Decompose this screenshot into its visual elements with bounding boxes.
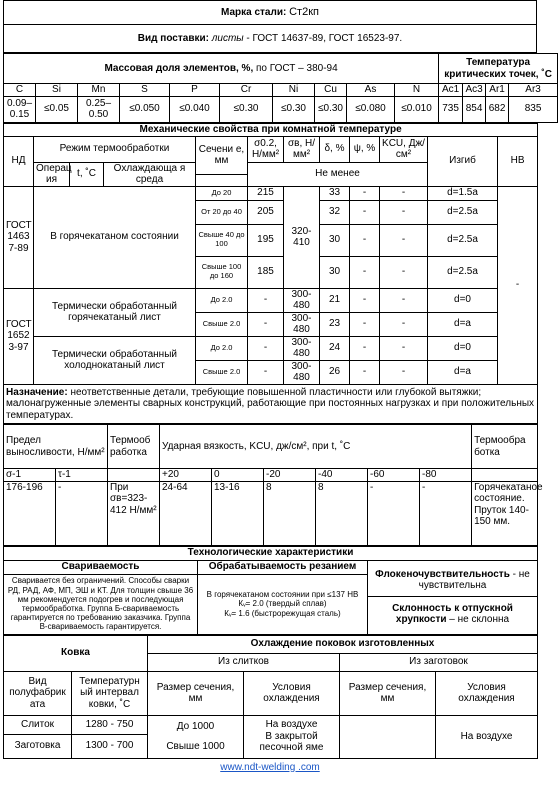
- h-nd: НД: [4, 136, 34, 186]
- g2-s02-1: -: [248, 312, 284, 336]
- element-mn: Mn: [78, 84, 120, 97]
- g1-psi-2: -: [350, 224, 380, 256]
- h-sigma-1: σ-1: [4, 469, 56, 482]
- weld-title: Свариваемость: [4, 560, 198, 574]
- g1-s02-2: 195: [248, 224, 284, 256]
- h-min: Не менее: [248, 162, 428, 186]
- point-ac3: Ac3: [463, 84, 486, 97]
- g2-kcu-1: -: [380, 312, 428, 336]
- fatigue-treat-value: При σв=323-412 Н/мм²: [108, 481, 160, 545]
- g1-bend-2: d=2.5a: [428, 224, 498, 256]
- impact-0: 24-64: [160, 481, 212, 545]
- g1-psi-0: -: [350, 186, 380, 200]
- tech-table: [3, 546, 538, 635]
- h-fatigue-treat: Термооб работка: [108, 425, 160, 469]
- temp-4: -60: [368, 469, 420, 482]
- g1-sec-0: До 20: [196, 186, 248, 200]
- h-kcu: KCU, Дж/см²: [380, 136, 428, 162]
- cooling-title: Охлаждение поковок изготовленных: [148, 635, 538, 653]
- h-t: t, ˚С: [70, 162, 104, 186]
- temper-value: – не склонна: [449, 614, 510, 625]
- purpose-cell: [4, 384, 538, 424]
- g1-kcu-2: -: [380, 224, 428, 256]
- h-forge-temp: Температурн ый интервал ковки, ˚С: [72, 671, 148, 715]
- value-n: ≤0.010: [395, 96, 439, 122]
- element-cu: Cu: [315, 84, 347, 97]
- g2-sb-2: 300-480: [284, 336, 320, 360]
- mechanical-title: Механические свойства при комнатной температуре: [4, 123, 538, 136]
- h-tau-1: τ-1: [56, 469, 108, 482]
- delivery-standards: - ГОСТ 14637-89, ГОСТ 16523-97.: [246, 32, 403, 44]
- ingot-cond-1: В закрытой песочной яме: [259, 730, 324, 754]
- point-ar3: Ar3: [509, 84, 558, 97]
- g1-bend-3: d=2.5a: [428, 256, 498, 288]
- g2-d-2: 24: [320, 336, 350, 360]
- value-ar1: 682: [486, 96, 509, 122]
- point-ar1: Ar1: [486, 84, 509, 97]
- sigma-value: 176-196: [4, 481, 56, 545]
- header-table: [3, 0, 537, 53]
- sensitivity-cell: [368, 560, 538, 634]
- element-ni: Ni: [273, 84, 315, 97]
- from-billet: Из заготовок: [340, 653, 538, 671]
- g1-s02-1: 205: [248, 200, 284, 224]
- value-si: ≤0.05: [36, 96, 78, 122]
- h-impact: Ударная вязкость, KCU, дж/см², при t, ˚С: [160, 425, 472, 469]
- h-treat2-blank: [472, 469, 538, 482]
- g1-kcu-1: -: [380, 200, 428, 224]
- steel-datasheet: [3, 0, 552, 773]
- g1-sb: 320-410: [284, 186, 320, 288]
- g2-s02-0: -: [248, 288, 284, 312]
- g2-psi-1: -: [350, 312, 380, 336]
- h-hb: НВ: [498, 136, 538, 186]
- element-si: Si: [36, 84, 78, 97]
- h-cool: Охлаждающа я среда: [104, 162, 196, 186]
- g2-s02-2: -: [248, 336, 284, 360]
- h-s02: σ0.2, Н/мм²: [248, 136, 284, 162]
- from-ingot: Из слитков: [148, 653, 340, 671]
- h-ingot-size: Размер сечения, мм: [148, 671, 244, 715]
- element-s: S: [120, 84, 170, 97]
- impact-4: -: [368, 481, 420, 545]
- g1-bend-0: d=1.5a: [428, 186, 498, 200]
- g1-sec-2: Свыше 40 до 100: [196, 224, 248, 256]
- ingot-cond-0: На воздухе: [265, 719, 318, 731]
- element-p: P: [170, 84, 220, 97]
- value-s: ≤0.050: [120, 96, 170, 122]
- composition-title-bold: Массовая доля элементов, %,: [104, 62, 254, 74]
- impact-5: -: [420, 481, 472, 545]
- h-psi: ψ, %: [350, 136, 380, 162]
- value-mn: 0.25–0.50: [78, 96, 120, 122]
- element-c: C: [4, 84, 36, 97]
- flock-label: Флокеночувствительность: [375, 568, 510, 580]
- tau-value: -: [56, 481, 108, 545]
- value-p: ≤0.040: [170, 96, 220, 122]
- g1-s02-0: 215: [248, 186, 284, 200]
- element-n: N: [395, 84, 439, 97]
- g2-sb-1: 300-480: [284, 312, 320, 336]
- h-delta: δ, %: [320, 136, 350, 162]
- g2-kcu-2: -: [380, 336, 428, 360]
- value-cu: ≤0.30: [315, 96, 347, 122]
- h-fatigue: Предел выносливости, Н/мм²: [4, 425, 108, 469]
- g1-kcu-0: -: [380, 186, 428, 200]
- g2-sb-0: 300-480: [284, 288, 320, 312]
- ingot-size-1: Свыше 1000: [166, 740, 225, 752]
- g2-psi-0: -: [350, 288, 380, 312]
- g2-sb-3: 300-480: [284, 360, 320, 384]
- delivery-kind: листы: [211, 32, 244, 44]
- value-cr: ≤0.30: [220, 96, 273, 122]
- g2-d-0: 21: [320, 288, 350, 312]
- h-billet-cond: Условия охлаждения: [436, 671, 538, 715]
- g2-kcu-0: -: [380, 288, 428, 312]
- element-cr: Cr: [220, 84, 273, 97]
- temp-2: -20: [264, 469, 316, 482]
- g1-d-0: 33: [320, 186, 350, 200]
- temp-5: -80: [420, 469, 472, 482]
- g2-sec-2: До 2.0: [196, 336, 248, 360]
- element-as: As: [347, 84, 395, 97]
- value-ni: ≤0.30: [273, 96, 315, 122]
- value-ac3: 854: [463, 96, 486, 122]
- value-ar3: 835: [509, 96, 558, 122]
- g2-kcu-3: -: [380, 360, 428, 384]
- cut-title: Обрабатываемость резанием: [198, 560, 368, 574]
- g1-d-2: 30: [320, 224, 350, 256]
- temper-label: Склонность к отпускной хрупкости: [392, 602, 513, 625]
- flock-value: - не чувствительна: [418, 568, 530, 591]
- impact-table: [3, 424, 543, 546]
- billet-cond: На воздухе: [436, 715, 538, 758]
- g1-mode: В горячекатаном состоянии: [34, 186, 196, 288]
- value-as: ≤0.080: [347, 96, 395, 122]
- ingot-size-0: До 1000: [176, 721, 215, 732]
- g2-mode-a: Термически обработанный горячекатаный лист: [34, 288, 196, 336]
- impact-1: 13-16: [212, 481, 264, 545]
- weld-text: Сваривается без ограничений. Способы сварки РД, РАД, АФ, МП, ЭШ и КТ. Для толщин свыше 36 мм рекомендуется подогрев и последующая термообработка. Группа Б-свариваемость гарантируется по требованию заказчика. Группа В-свариваемость гарантируется.: [4, 574, 198, 634]
- g1-sec-3: Свыше 100 до 160: [196, 256, 248, 288]
- ingot-sizes: [148, 715, 244, 758]
- h-section: Сечени е, мм: [196, 136, 248, 174]
- grade-cell: [4, 1, 537, 25]
- grade-label: Марка стали:: [221, 7, 287, 19]
- h-bend: Изгиб: [428, 136, 498, 186]
- impact-treat-value: Горячекатаное состояние. Пруток 140-150 мм.: [472, 481, 538, 545]
- temp-1: 0: [212, 469, 264, 482]
- h-sb: σв, Н/мм²: [284, 136, 320, 162]
- tech-title: Технологические характеристики: [4, 546, 538, 560]
- mechanical-table: [3, 123, 538, 425]
- temper-line: [368, 596, 537, 626]
- cut-text: [198, 574, 368, 634]
- point-ac1: Ac1: [439, 84, 463, 97]
- forge-temp-0: 1280 - 750: [72, 715, 148, 734]
- g2-mode-b: Термически обработанный холоднокатаный лист: [34, 336, 196, 384]
- value-ac1: 735: [439, 96, 463, 122]
- forging-table: [3, 635, 538, 759]
- g2-d-3: 26: [320, 360, 350, 384]
- cut-line-2: Кᵥ= 2.0 (твердый сплав): [238, 599, 327, 609]
- g2-sec-1: Свыше 2.0: [196, 312, 248, 336]
- impact-3: 8: [316, 481, 368, 545]
- g2-sec-0: До 2.0: [196, 288, 248, 312]
- g2-psi-2: -: [350, 336, 380, 360]
- kind-0: Слиток: [4, 715, 72, 734]
- g2-bend-2: d=0: [428, 336, 498, 360]
- ingot-conds: [244, 715, 340, 758]
- g1-kcu-3: -: [380, 256, 428, 288]
- g1-psi-3: -: [350, 256, 380, 288]
- h-billet-size: Размер сечения, мм: [340, 671, 436, 715]
- g1-psi-1: -: [350, 200, 380, 224]
- grade-value: Ст2кп: [289, 6, 319, 19]
- kind-1: Заготовка: [4, 734, 72, 758]
- cut-line-1: В горячекатаном состоянии при ≤137 НВ: [206, 590, 359, 600]
- h-section-tail: [196, 174, 248, 186]
- critical-points-title: Температура критических точек, ˚С: [439, 54, 558, 84]
- h-mode: Режим термообработки: [34, 136, 196, 162]
- g2-bend-1: d=a: [428, 312, 498, 336]
- g2-sec-3: Свыше 2.0: [196, 360, 248, 384]
- g2-bend-3: d=a: [428, 360, 498, 384]
- h-ingot-cond: Условия охлаждения: [244, 671, 340, 715]
- hb-value: -: [498, 186, 538, 384]
- temp-0: +20: [160, 469, 212, 482]
- h-treat-blank: [108, 469, 160, 482]
- purpose-text: неответственные детали, требующие повышенной пластичности или глубокой вытяжки; малонагруженные элементы сварных конструкций, работающие при постоянных нагрузках и при положительных температурах.: [6, 386, 535, 421]
- forge-temp-1: 1300 - 700: [72, 734, 148, 758]
- impact-2: 8: [264, 481, 316, 545]
- g1-sec-1: От 20 до 40: [196, 200, 248, 224]
- forging-title: Ковка: [4, 635, 148, 671]
- cut-line-3: Кᵥ= 1.6 (быстрорежущая сталь): [224, 608, 341, 618]
- g2-s02-3: -: [248, 360, 284, 384]
- composition-table: [3, 53, 558, 123]
- g2-bend-0: d=0: [428, 288, 498, 312]
- flock-line: [370, 569, 535, 592]
- delivery-label: Вид поставки:: [137, 32, 209, 44]
- g1-bend-1: d=2.5a: [428, 200, 498, 224]
- delivery-cell: [4, 25, 537, 53]
- temp-3: -40: [316, 469, 368, 482]
- g2-psi-3: -: [350, 360, 380, 384]
- site-link[interactable]: www.ndt-welding .com: [220, 761, 320, 773]
- composition-title-std: по ГОСТ – 380-94: [256, 62, 338, 74]
- billet-size: [340, 715, 436, 758]
- purpose-label: Назначение:: [6, 386, 68, 398]
- g2-nd: ГОСТ 1652 3-97: [4, 288, 34, 384]
- g1-nd: ГОСТ 1463 7-89: [4, 186, 34, 288]
- g1-d-1: 32: [320, 200, 350, 224]
- g2-d-1: 23: [320, 312, 350, 336]
- h-op: Операц ия: [34, 162, 70, 186]
- composition-title: [4, 54, 439, 84]
- g1-s02-3: 185: [248, 256, 284, 288]
- h-kind: Вид полуфабрик ата: [4, 671, 72, 715]
- value-c: 0.09–0.15: [4, 96, 36, 122]
- g1-d-3: 30: [320, 256, 350, 288]
- h-impact-treat: Термообра ботка: [472, 425, 538, 469]
